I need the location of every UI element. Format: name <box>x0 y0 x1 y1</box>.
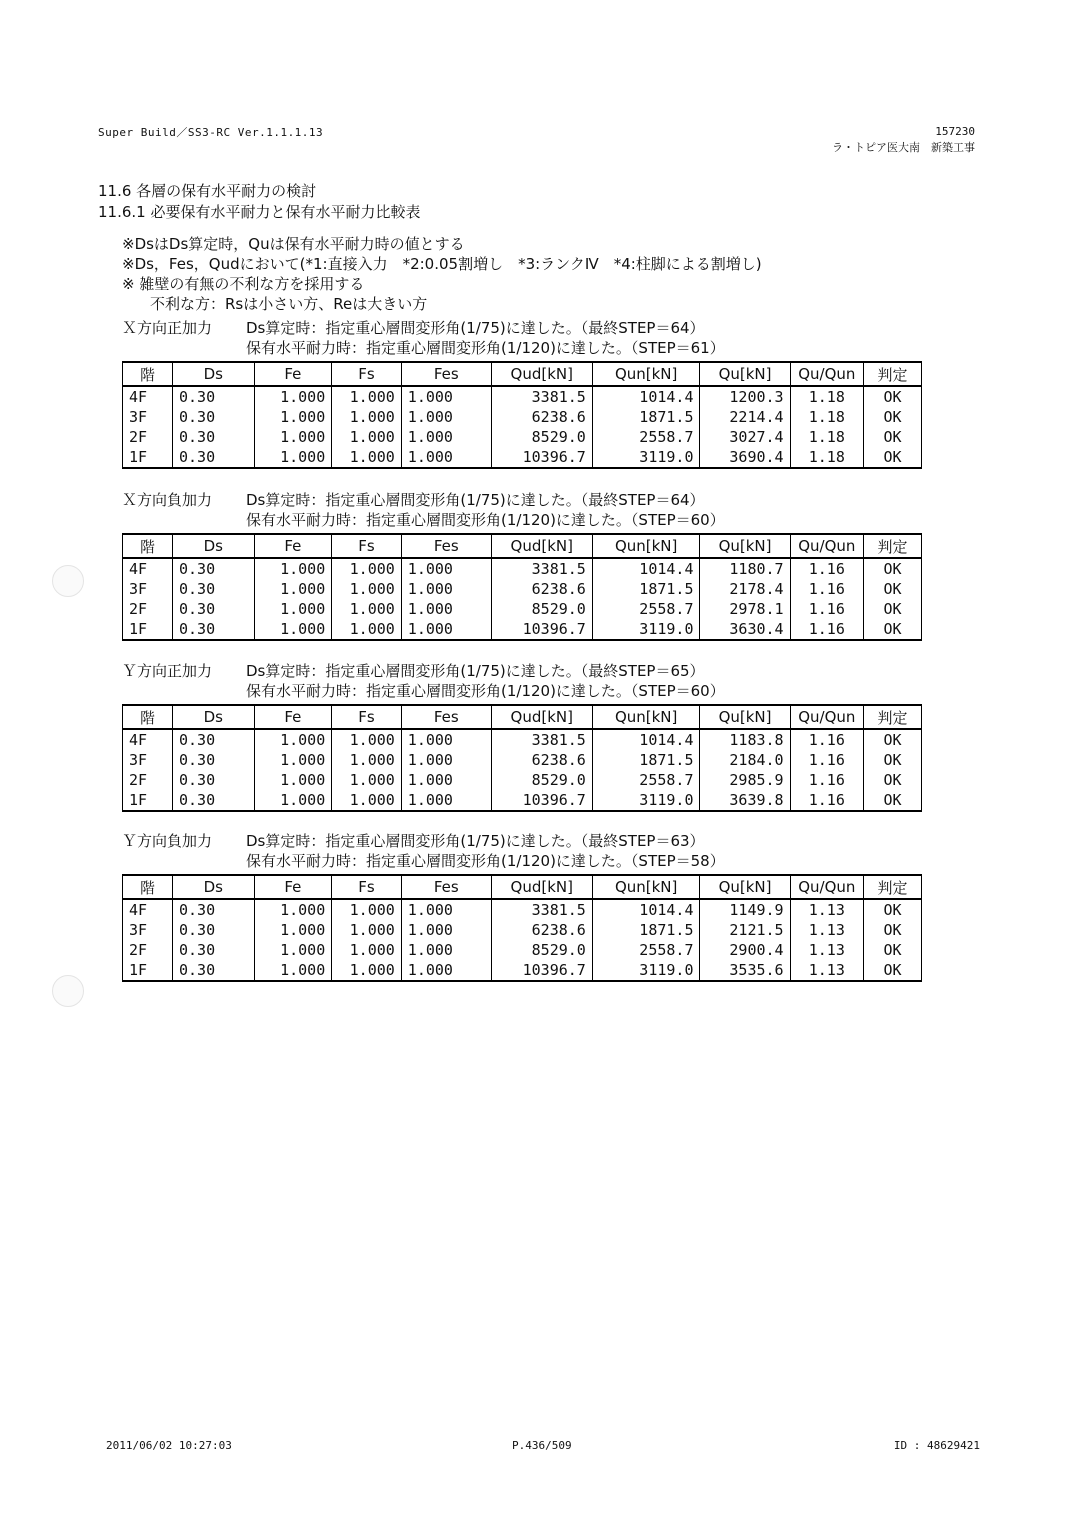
table-row <box>123 750 922 770</box>
column-header: Fes <box>401 362 491 386</box>
table-cell: 1.16 <box>790 558 863 579</box>
table-cell: 3F <box>123 920 173 940</box>
table-cell: 0.30 <box>172 558 254 579</box>
document-number: 157230 <box>935 125 975 138</box>
table-cell: OK <box>864 558 922 579</box>
table-cell: 1.000 <box>332 447 402 468</box>
table-cell: 1.000 <box>401 750 491 770</box>
table-cell: 1.13 <box>790 899 863 920</box>
table-row <box>123 920 922 940</box>
document-id: ID : 48629421 <box>893 1439 980 1452</box>
table-cell: 8529.0 <box>491 427 592 447</box>
column-header: Qu[kN] <box>700 534 790 558</box>
table-cell: 1.000 <box>254 920 332 940</box>
table-cell: 1.000 <box>401 386 491 407</box>
table-row <box>123 790 922 811</box>
table-cell: 1.000 <box>254 619 332 640</box>
table-cell: 1014.4 <box>592 899 700 920</box>
table-cell: 0.30 <box>172 899 254 920</box>
qu-condition-text: 保有水平耐力時：指定重心層間変形角(1/120)に達した。（STEP＝58） <box>246 852 725 870</box>
table-cell: 1.000 <box>254 729 332 750</box>
table-cell: 2F <box>123 940 173 960</box>
table-header-row <box>123 534 922 558</box>
table-cell: OK <box>864 940 922 960</box>
table-row <box>123 599 922 619</box>
table-cell: 1871.5 <box>592 579 700 599</box>
table-cell: 1.000 <box>254 407 332 427</box>
table-header-row <box>123 705 922 729</box>
table-cell: 1014.4 <box>592 729 700 750</box>
load-direction-label: Ｘ方向正加力 <box>122 319 213 337</box>
note-line-1: ※DsはDs算定時，Quは保有水平耐力時の値とする <box>122 235 465 253</box>
table-cell: 1.000 <box>254 899 332 920</box>
table-cell: 0.30 <box>172 790 254 811</box>
table-block-x-positive <box>122 318 930 469</box>
table-block-x-negative <box>122 490 930 641</box>
note-line-4: 不利な方：Rsは小さい方、Reは大きい方 <box>150 295 428 313</box>
ds-condition <box>122 490 930 510</box>
table-row <box>123 386 922 407</box>
table-cell: 1.13 <box>790 940 863 960</box>
qu-condition-text: 保有水平耐力時：指定重心層間変形角(1/120)に達した。（STEP＝60） <box>246 682 725 700</box>
column-header: Fe <box>254 705 332 729</box>
table-cell: 1871.5 <box>592 920 700 940</box>
table-cell: 0.30 <box>172 940 254 960</box>
table-cell: 1.000 <box>401 619 491 640</box>
table-cell: 1.000 <box>254 770 332 790</box>
column-header: 判定 <box>864 705 922 729</box>
table-cell: 1.000 <box>332 920 402 940</box>
column-header: Qud[kN] <box>491 875 592 899</box>
table-cell: 0.30 <box>172 427 254 447</box>
table-cell: 2558.7 <box>592 599 700 619</box>
table-cell: 2184.0 <box>700 750 790 770</box>
table-cell: 1.000 <box>401 599 491 619</box>
column-header: Qu/Qun <box>790 362 863 386</box>
table-cell: 1.000 <box>401 920 491 940</box>
table-cell: 1.000 <box>332 940 402 960</box>
qu-condition-text: 保有水平耐力時：指定重心層間変形角(1/120)に達した。（STEP＝60） <box>246 511 725 529</box>
table-cell: 0.30 <box>172 447 254 468</box>
table-cell: 1.000 <box>401 770 491 790</box>
table-cell: 1.16 <box>790 599 863 619</box>
column-header: Fe <box>254 534 332 558</box>
table-cell: 0.30 <box>172 750 254 770</box>
table-cell: 3F <box>123 579 173 599</box>
table-cell: OK <box>864 729 922 750</box>
table-cell: 1.18 <box>790 427 863 447</box>
table-cell: 1.000 <box>254 750 332 770</box>
column-header: 判定 <box>864 534 922 558</box>
table-cell: 1.13 <box>790 920 863 940</box>
table-cell: 1.18 <box>790 447 863 468</box>
column-header: Fes <box>401 534 491 558</box>
table-cell: 1.000 <box>332 750 402 770</box>
table-cell: 2558.7 <box>592 770 700 790</box>
table-cell: 0.30 <box>172 729 254 750</box>
table-cell: 1.000 <box>401 427 491 447</box>
column-header: Fs <box>332 362 402 386</box>
column-header: Fs <box>332 875 402 899</box>
table-cell: 1.000 <box>332 599 402 619</box>
column-header: 階 <box>123 362 173 386</box>
ds-condition <box>122 318 930 338</box>
table-cell: OK <box>864 579 922 599</box>
table-cell: 4F <box>123 729 173 750</box>
table-cell: 1.000 <box>254 427 332 447</box>
table-cell: 1200.3 <box>700 386 790 407</box>
table-cell: 3639.8 <box>700 790 790 811</box>
table-cell: 2558.7 <box>592 427 700 447</box>
table-cell: 3381.5 <box>491 558 592 579</box>
strength-comparison-table <box>122 874 922 982</box>
table-cell: 10396.7 <box>491 619 592 640</box>
table-cell: 1.16 <box>790 579 863 599</box>
table-cell: 0.30 <box>172 920 254 940</box>
table-row <box>123 899 922 920</box>
table-cell: 4F <box>123 386 173 407</box>
table-cell: OK <box>864 790 922 811</box>
table-cell: 1.000 <box>401 407 491 427</box>
strength-comparison-table <box>122 704 922 812</box>
table-cell: 3690.4 <box>700 447 790 468</box>
table-cell: 1.000 <box>254 599 332 619</box>
column-header: 判定 <box>864 362 922 386</box>
table-cell: 1.16 <box>790 750 863 770</box>
table-cell: OK <box>864 960 922 981</box>
column-header: Qun[kN] <box>592 534 700 558</box>
table-cell: 1.000 <box>254 579 332 599</box>
table-cell: 1F <box>123 619 173 640</box>
column-header: Fe <box>254 362 332 386</box>
table-cell: 3027.4 <box>700 427 790 447</box>
load-direction-label: Ｙ方向負加力 <box>122 832 213 850</box>
table-cell: 1871.5 <box>592 407 700 427</box>
column-header: Qun[kN] <box>592 705 700 729</box>
table-cell: OK <box>864 407 922 427</box>
table-cell: 10396.7 <box>491 960 592 981</box>
project-name: ラ・トピア医大南 新築工事 <box>832 141 975 154</box>
table-cell: 0.30 <box>172 619 254 640</box>
strength-comparison-table <box>122 533 922 641</box>
table-cell: 3535.6 <box>700 960 790 981</box>
table-cell: 1.000 <box>332 386 402 407</box>
table-row <box>123 447 922 468</box>
table-cell: 8529.0 <box>491 770 592 790</box>
table-cell: 4F <box>123 899 173 920</box>
table-cell: 2900.4 <box>700 940 790 960</box>
table-cell: 1.000 <box>254 386 332 407</box>
table-cell: 3119.0 <box>592 790 700 811</box>
table-cell: 1.16 <box>790 729 863 750</box>
table-cell: 3F <box>123 407 173 427</box>
qu-condition-text: 保有水平耐力時：指定重心層間変形角(1/120)に達した。（STEP＝61） <box>246 339 725 357</box>
table-cell: 1.16 <box>790 619 863 640</box>
qu-condition <box>122 681 930 701</box>
table-row <box>123 940 922 960</box>
table-header-row <box>123 362 922 386</box>
table-row <box>123 579 922 599</box>
column-header: Qu/Qun <box>790 875 863 899</box>
table-cell: OK <box>864 427 922 447</box>
table-cell: 1.16 <box>790 790 863 811</box>
load-direction-label: Ｙ方向正加力 <box>122 662 213 680</box>
software-version: Super Build／SS3-RC Ver.1.1.1.13 <box>98 126 324 139</box>
table-cell: 3381.5 <box>491 386 592 407</box>
table-cell: 0.30 <box>172 407 254 427</box>
table-cell: 2F <box>123 770 173 790</box>
table-cell: 1.000 <box>254 960 332 981</box>
column-header: Qu[kN] <box>700 875 790 899</box>
table-cell: 1.000 <box>254 447 332 468</box>
column-header: Qun[kN] <box>592 875 700 899</box>
table-cell: OK <box>864 899 922 920</box>
strength-comparison-table <box>122 361 922 469</box>
table-cell: 1.000 <box>332 579 402 599</box>
load-direction-label: Ｘ方向負加力 <box>122 491 213 509</box>
punch-hole-mark <box>52 565 84 597</box>
table-cell: 1.000 <box>401 790 491 811</box>
table-cell: 2558.7 <box>592 940 700 960</box>
column-header: Qud[kN] <box>491 534 592 558</box>
table-cell: 1.000 <box>332 407 402 427</box>
table-cell: 1.000 <box>332 899 402 920</box>
table-cell: 1.000 <box>332 790 402 811</box>
column-header: Ds <box>172 534 254 558</box>
table-cell: 8529.0 <box>491 940 592 960</box>
table-cell: 1.000 <box>254 558 332 579</box>
column-header: Qud[kN] <box>491 705 592 729</box>
column-header: Ds <box>172 705 254 729</box>
table-cell: 6238.6 <box>491 407 592 427</box>
column-header: Fes <box>401 875 491 899</box>
table-cell: 6238.6 <box>491 920 592 940</box>
table-cell: 1F <box>123 960 173 981</box>
qu-condition <box>122 851 930 871</box>
table-cell: 1.000 <box>332 770 402 790</box>
table-cell: 1F <box>123 447 173 468</box>
note-line-2: ※Ds，Fes，Qudにおいて(*1:直接入力 *2:0.05割増し *3:ランクⅣ *4:柱脚による割増し) <box>122 255 762 273</box>
table-cell: 1014.4 <box>592 558 700 579</box>
column-header: Fes <box>401 705 491 729</box>
table-cell: 3F <box>123 750 173 770</box>
table-cell: 1.000 <box>401 558 491 579</box>
table-row <box>123 407 922 427</box>
punch-hole-mark <box>52 975 84 1007</box>
table-block-y-negative <box>122 831 930 982</box>
table-cell: 2978.1 <box>700 599 790 619</box>
table-cell: 1149.9 <box>700 899 790 920</box>
column-header: 階 <box>123 875 173 899</box>
section-subtitle: 11.6.1 必要保有水平耐力と保有水平耐力比較表 <box>98 203 421 221</box>
table-cell: 1.000 <box>401 899 491 920</box>
table-cell: 0.30 <box>172 579 254 599</box>
column-header: Qu/Qun <box>790 705 863 729</box>
table-cell: 1.000 <box>332 558 402 579</box>
table-row <box>123 558 922 579</box>
ds-condition <box>122 661 930 681</box>
table-cell: 1.000 <box>332 427 402 447</box>
table-cell: 10396.7 <box>491 790 592 811</box>
table-cell: 8529.0 <box>491 599 592 619</box>
table-cell: 1.000 <box>401 579 491 599</box>
column-header: 階 <box>123 705 173 729</box>
ds-condition-text: Ds算定時：指定重心層間変形角(1/75)に達した。（最終STEP＝64） <box>246 491 705 509</box>
table-cell: 1183.8 <box>700 729 790 750</box>
table-row <box>123 729 922 750</box>
notes <box>122 234 762 314</box>
table-row <box>123 619 922 640</box>
table-cell: 1.000 <box>401 960 491 981</box>
table-cell: 1F <box>123 790 173 811</box>
ds-condition-text: Ds算定時：指定重心層間変形角(1/75)に達した。（最終STEP＝65） <box>246 662 705 680</box>
table-cell: 0.30 <box>172 386 254 407</box>
column-header: Qun[kN] <box>592 362 700 386</box>
table-cell: 2121.5 <box>700 920 790 940</box>
table-cell: 3630.4 <box>700 619 790 640</box>
column-header: 判定 <box>864 875 922 899</box>
table-cell: 1.000 <box>332 960 402 981</box>
table-cell: 6238.6 <box>491 750 592 770</box>
table-cell: 0.30 <box>172 770 254 790</box>
column-header: Qu/Qun <box>790 534 863 558</box>
table-cell: OK <box>864 619 922 640</box>
table-cell: 2214.4 <box>700 407 790 427</box>
column-header: Qu[kN] <box>700 362 790 386</box>
table-cell: 2F <box>123 599 173 619</box>
table-cell: 1.000 <box>401 940 491 960</box>
table-cell: 1.18 <box>790 386 863 407</box>
column-header: Qu[kN] <box>700 705 790 729</box>
column-header: 階 <box>123 534 173 558</box>
table-cell: OK <box>864 770 922 790</box>
table-cell: 0.30 <box>172 599 254 619</box>
table-cell: 1871.5 <box>592 750 700 770</box>
column-header: Fs <box>332 705 402 729</box>
table-cell: 2F <box>123 427 173 447</box>
table-row <box>123 960 922 981</box>
table-cell: 1.000 <box>401 729 491 750</box>
table-cell: 1014.4 <box>592 386 700 407</box>
table-header-row <box>123 875 922 899</box>
ds-condition-text: Ds算定時：指定重心層間変形角(1/75)に達した。（最終STEP＝64） <box>246 319 705 337</box>
table-cell: 10396.7 <box>491 447 592 468</box>
table-cell: 3381.5 <box>491 899 592 920</box>
table-cell: 1.000 <box>254 790 332 811</box>
column-header: Ds <box>172 875 254 899</box>
table-row <box>123 770 922 790</box>
qu-condition <box>122 510 930 530</box>
table-cell: 1.000 <box>332 729 402 750</box>
table-cell: OK <box>864 599 922 619</box>
page-number: P.436/509 <box>512 1439 572 1452</box>
table-cell: 3119.0 <box>592 960 700 981</box>
table-cell: 1.000 <box>332 619 402 640</box>
page-header-right <box>832 124 975 156</box>
table-cell: 1.16 <box>790 770 863 790</box>
table-cell: 1.000 <box>254 940 332 960</box>
table-cell: OK <box>864 920 922 940</box>
qu-condition <box>122 338 930 358</box>
section-title: 11.6 各層の保有水平耐力の検討 <box>98 182 317 200</box>
table-row <box>123 427 922 447</box>
table-cell: 1.13 <box>790 960 863 981</box>
table-cell: 3381.5 <box>491 729 592 750</box>
table-cell: 3119.0 <box>592 619 700 640</box>
table-block-y-positive <box>122 661 930 812</box>
ds-condition <box>122 831 930 851</box>
column-header: Ds <box>172 362 254 386</box>
table-cell: 4F <box>123 558 173 579</box>
ds-condition-text: Ds算定時：指定重心層間変形角(1/75)に達した。（最終STEP＝63） <box>246 832 705 850</box>
table-cell: OK <box>864 386 922 407</box>
column-header: Fs <box>332 534 402 558</box>
table-cell: 1180.7 <box>700 558 790 579</box>
note-line-3: ※ 雑壁の有無の不利な方を採用する <box>122 275 365 293</box>
table-cell: 2985.9 <box>700 770 790 790</box>
table-cell: OK <box>864 447 922 468</box>
print-datetime: 2011/06/02 10:27:03 <box>106 1439 232 1452</box>
table-cell: 1.18 <box>790 407 863 427</box>
table-cell: 3119.0 <box>592 447 700 468</box>
column-header: Fe <box>254 875 332 899</box>
table-cell: 6238.6 <box>491 579 592 599</box>
table-cell: OK <box>864 750 922 770</box>
table-cell: 2178.4 <box>700 579 790 599</box>
table-cell: 1.000 <box>401 447 491 468</box>
column-header: Qud[kN] <box>491 362 592 386</box>
table-cell: 0.30 <box>172 960 254 981</box>
